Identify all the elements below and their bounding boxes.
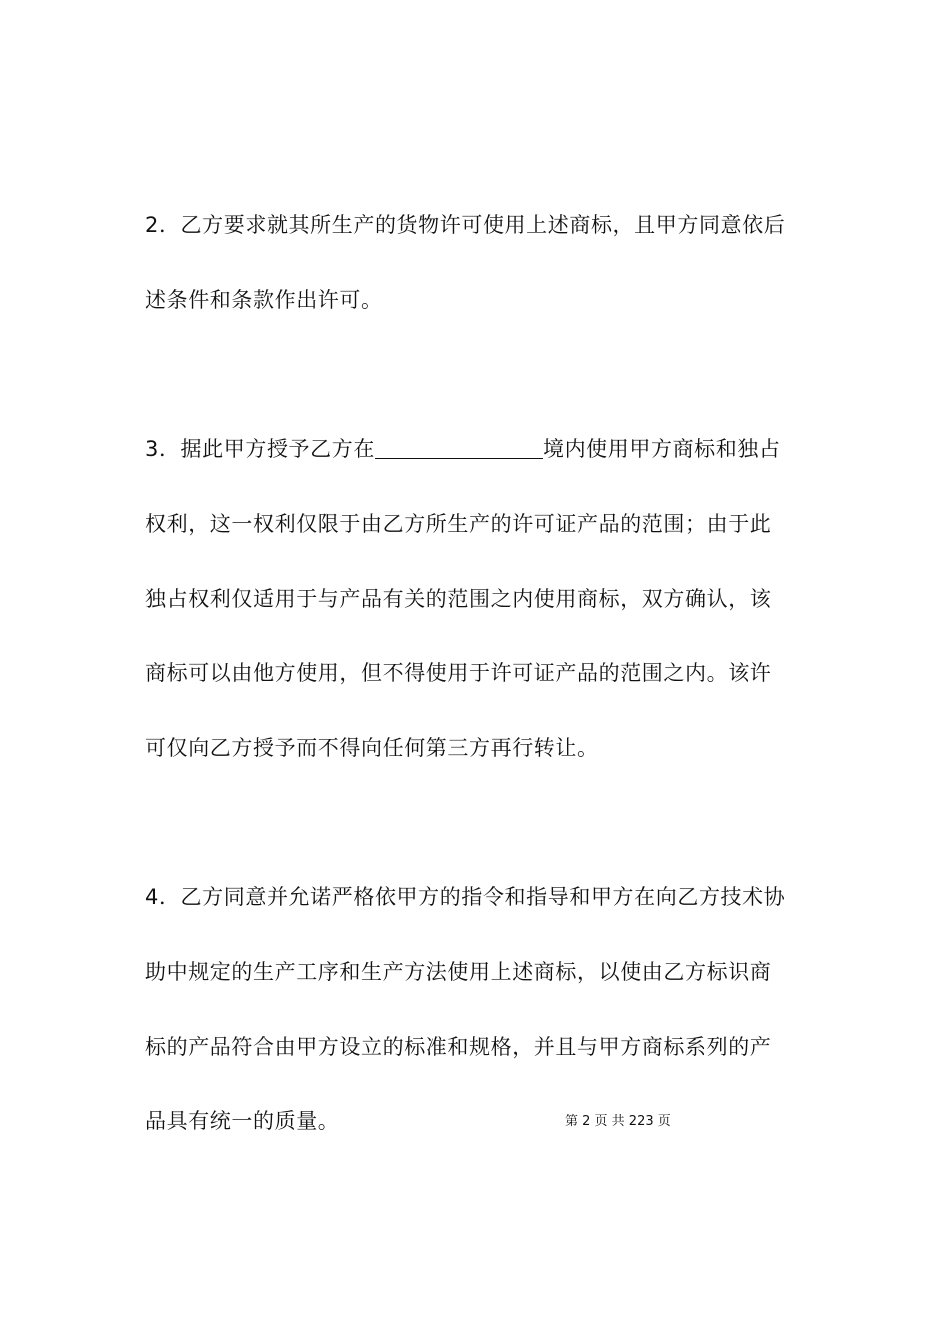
clause-2-line-1: 2．乙方要求就其所生产的货物许可使用上述商标，且甲方同意依后 bbox=[145, 213, 786, 237]
clause-3-line-3: 独占权利仅适用于与产品有关的范围之内使用商标，双方确认，该 bbox=[145, 587, 772, 611]
page-number-footer: 第 2 页 共 223 页 bbox=[565, 1114, 671, 1129]
clause-4-line-3: 标的产品符合由甲方设立的标准和规格，并且与甲方商标系列的产 bbox=[145, 1035, 772, 1059]
clause-3-text-after-blank: 境内使用甲方商标和独占 bbox=[542, 437, 781, 461]
territory-blank-field bbox=[375, 436, 543, 459]
clause-4-line-2: 助中规定的生产工序和生产方法使用上述商标，以使由乙方标识商 bbox=[145, 960, 772, 984]
clause-3-text-before-blank: 3．据此甲方授予乙方在 bbox=[145, 437, 375, 461]
clause-4-line-4: 品具有统一的质量。 bbox=[145, 1109, 340, 1133]
clause-3-line-5: 可仅向乙方授予而不得向任何第三方再行转让。 bbox=[145, 736, 599, 760]
clause-2-line-2: 述条件和条款作出许可。 bbox=[145, 288, 383, 312]
clause-3-line-1 bbox=[145, 434, 815, 464]
clause-3-line-4: 商标可以由他方使用，但不得使用于许可证产品的范围之内。该许 bbox=[145, 661, 772, 685]
clause-3-line-2: 权利，这一权利仅限于由乙方所生产的许可证产品的范围；由于此 bbox=[145, 512, 772, 536]
clause-4-line-1: 4．乙方同意并允诺严格依甲方的指令和指导和甲方在向乙方技术协 bbox=[145, 885, 786, 909]
